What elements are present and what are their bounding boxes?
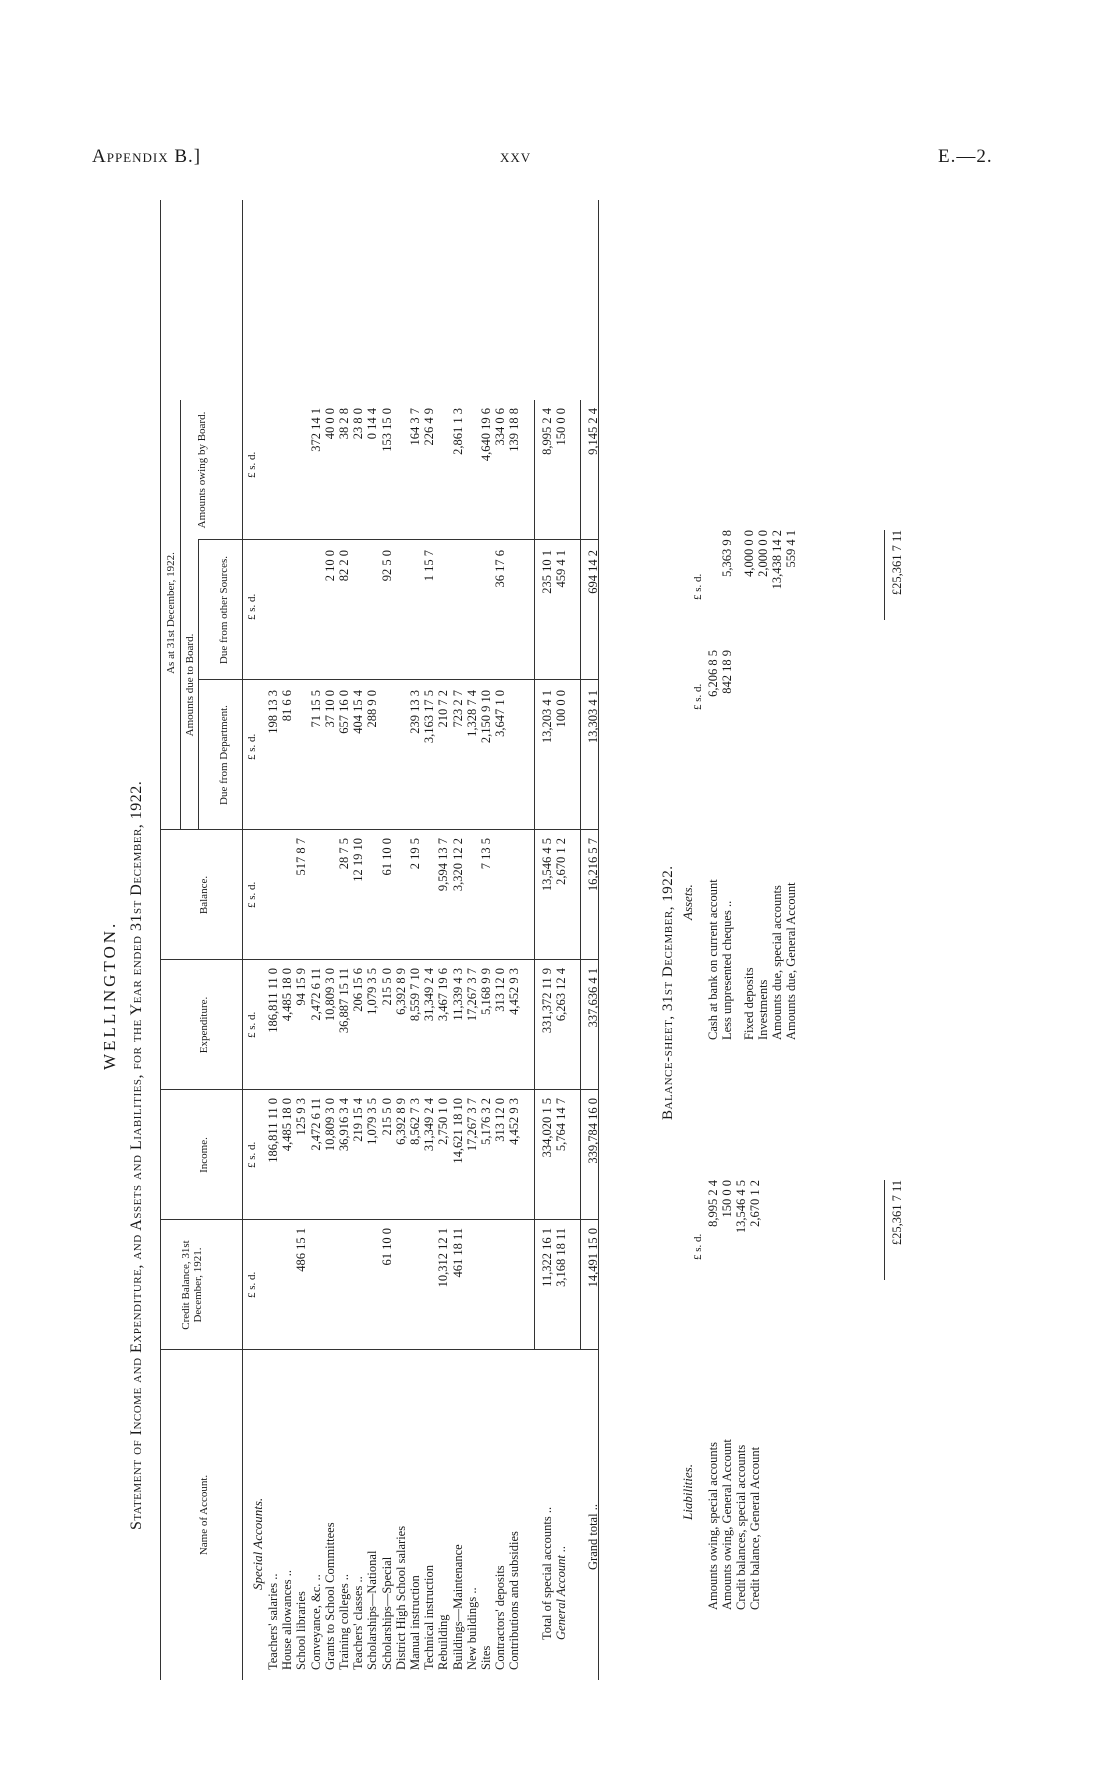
- liability-value: 13,546 4 5: [734, 1180, 748, 1234]
- grand-total-value: 14,491 15 0: [586, 1228, 600, 1288]
- lsd-unit: £ s. d.: [246, 733, 258, 760]
- total-value: 11,322 16 1: [539, 1228, 554, 1287]
- cell-value: 6,392 8 9: [393, 968, 408, 1015]
- account-name: Rebuilding: [436, 1614, 451, 1670]
- total-value: 13,546 4 5: [539, 838, 554, 892]
- cell-value: 372 14 1: [308, 408, 323, 452]
- asset-sub-value: 842 18 9: [720, 650, 734, 694]
- cell-value: 4,485 18 0: [280, 1098, 295, 1152]
- cell-value: 723 2 7: [450, 690, 465, 728]
- assets-total-rule: [884, 530, 885, 620]
- cell-value: 11,339 4 3: [450, 968, 465, 1021]
- assets-unit: £ s. d.: [692, 573, 704, 600]
- cell-value: 94 15 9: [294, 968, 309, 1006]
- assets-total: £25,361 7 11: [890, 530, 904, 596]
- account-name: Teachers' salaries ..: [266, 1573, 280, 1670]
- col-due-other: Due from other Sources.: [218, 555, 230, 665]
- as-at-rule: [180, 400, 181, 830]
- account-name: Scholarships—National: [365, 1550, 380, 1670]
- account-name: Teachers' classes ..: [351, 1576, 366, 1670]
- total-value: 150 0 0: [553, 408, 568, 446]
- cell-value: 36 17 6: [493, 550, 508, 588]
- cell-value: 14,621 18 10: [450, 1098, 465, 1164]
- liability-label: Amounts owing, General Account: [720, 1439, 734, 1610]
- cell-value: 2 10 0: [322, 550, 337, 582]
- region-title: WELLINGTON.: [100, 920, 119, 1070]
- total-value: 6,263 12 4: [553, 968, 568, 1022]
- cell-value: 210 7 2: [436, 690, 451, 728]
- cell-value: 288 9 0: [365, 690, 380, 728]
- cell-value: 2,861 1 3: [450, 408, 465, 455]
- cell-value: 4,485 18 0: [280, 968, 295, 1022]
- cell-value: 37 10 0: [322, 690, 337, 728]
- account-name: School libraries: [294, 1591, 309, 1670]
- balance-sheet-title: Balance-sheet, 31st December, 1922.: [660, 865, 676, 1120]
- cell-value: 71 15 5: [308, 690, 323, 728]
- appendix-label: Appendix B.]: [92, 146, 202, 167]
- assets-heading: Assets.: [680, 884, 695, 920]
- cell-value: 3,163 17 5: [422, 690, 437, 744]
- account-name: Conveyance, &c. ..: [308, 1574, 323, 1670]
- col-due-dept: Due from Department.: [218, 705, 230, 805]
- asset-label: Amounts due, special accounts: [770, 885, 784, 1040]
- lsd-unit: £ s. d.: [246, 1271, 258, 1298]
- cell-value: 517 8 7: [294, 838, 309, 876]
- asset-sub-value: 6,206 8 5: [706, 650, 720, 697]
- cell-value: 9,594 13 7: [436, 838, 451, 892]
- account-name: House allowances ..: [280, 1570, 295, 1670]
- account-name: Manual instruction: [408, 1575, 422, 1670]
- cell-value: 36,887 15 11: [337, 968, 351, 1034]
- total-value: 5,764 14 7: [553, 1098, 568, 1152]
- asset-label: Fixed deposits: [742, 967, 756, 1040]
- asset-label: Less unpresented cheques ..: [720, 900, 734, 1040]
- account-name: Buildings—Maintenance: [450, 1544, 465, 1670]
- account-name: Grants to School Committees: [322, 1522, 337, 1670]
- assets-unit-sub: £ s. d.: [692, 683, 704, 710]
- statement-title: Statement of Income and Expenditure, and Assets and Liabilities, for the Year ended 31st December, 1922.: [128, 780, 145, 1530]
- cell-value: 404 15 4: [351, 690, 366, 734]
- cell-value: 23 8 0: [351, 408, 366, 440]
- cell-value: 61 10 0: [379, 1228, 394, 1266]
- cell-value: 5,176 3 2: [479, 1098, 493, 1145]
- account-name: Technical instruction: [422, 1565, 437, 1670]
- total-name: Total of special accounts ..: [539, 1506, 554, 1640]
- cell-value: 2,750 1 0: [436, 1098, 451, 1145]
- lsd-unit: £ s. d.: [246, 1141, 258, 1168]
- col-rule: [198, 679, 598, 680]
- cell-value: 219 15 4: [351, 1098, 366, 1142]
- cell-value: 461 18 11: [450, 1228, 465, 1278]
- due-rule: [198, 540, 199, 830]
- liability-value: 150 0 0: [720, 1180, 734, 1218]
- cell-value: 7 13 5: [479, 838, 493, 870]
- col-income: Income.: [198, 1137, 210, 1173]
- cell-value: 38 2 8: [337, 408, 351, 440]
- asset-label: Cash at bank on current account: [706, 879, 720, 1040]
- col-expenditure: Expenditure.: [198, 996, 210, 1054]
- lsd-unit: £ s. d.: [246, 1011, 258, 1038]
- cell-value: 92 5 0: [379, 550, 394, 582]
- total-value: 13,203 4 1: [539, 690, 554, 744]
- total-name: General Account ..: [553, 1545, 568, 1640]
- page-number: xxv: [500, 146, 532, 167]
- col-rule: [160, 829, 598, 830]
- cell-value: 334 0 6: [493, 408, 508, 446]
- table-top-rule: [160, 200, 161, 1680]
- table-head-rule: [242, 200, 243, 1680]
- col-rule: [198, 539, 598, 540]
- cell-value: 40 0 0: [322, 408, 337, 440]
- account-name: Contributions and subsidies: [507, 1531, 522, 1670]
- grand-total-value: 9,145 2 4: [586, 408, 600, 455]
- cell-value: 313 12 0: [493, 968, 508, 1012]
- asset-value: 559 4 1: [784, 530, 798, 568]
- col-rule: [160, 959, 598, 960]
- cell-value: 0 14 4: [365, 408, 380, 440]
- account-name: New buildings ..: [464, 1587, 479, 1670]
- asset-value: 2,000 0 0: [756, 530, 770, 577]
- col-balance: Balance.: [198, 875, 210, 915]
- grand-rule: [580, 400, 581, 1350]
- grand-total-value: 339,784 16 0: [586, 1098, 600, 1164]
- lsd-unit: £ s. d.: [246, 593, 258, 620]
- liabilities-total: £25,361 7 11: [890, 1180, 904, 1246]
- account-name: Contractors' deposits: [493, 1565, 508, 1670]
- total-value: 334,020 1 5: [539, 1098, 554, 1158]
- cell-value: 36,916 3 4: [337, 1098, 351, 1152]
- special-accounts-heading: Special Accounts.: [250, 1497, 265, 1590]
- liabilities-unit: £ s. d.: [692, 1233, 704, 1260]
- cell-value: 198 13 3: [266, 690, 280, 734]
- liabilities-total-rule: [884, 1180, 885, 1280]
- cell-value: 17,267 3 7: [464, 1098, 479, 1152]
- cell-value: 186,811 11 0: [266, 1098, 280, 1163]
- total-value: 459 4 1: [553, 550, 568, 588]
- total-value: 8,995 2 4: [539, 408, 554, 455]
- cell-value: 313 12 0: [493, 1098, 508, 1142]
- account-name: District High School salaries: [393, 1525, 408, 1670]
- cell-value: 12 19 10: [351, 838, 366, 882]
- grand-total-value: 13,303 4 1: [586, 690, 600, 744]
- cell-value: 125 9 3: [294, 1098, 309, 1136]
- cell-value: 1,079 3 5: [365, 1098, 380, 1145]
- liability-label: Credit balance, General Account: [748, 1446, 762, 1610]
- cell-value: 10,312 12 1: [436, 1228, 451, 1288]
- col-as-at: As at 31st December, 1922.: [165, 552, 177, 674]
- total-value: 235 10 1: [539, 550, 554, 594]
- document-code: E.—2.: [938, 146, 993, 167]
- cell-value: 8,562 7 3: [408, 1098, 422, 1145]
- col-rule: [160, 1219, 598, 1220]
- cell-value: 4,452 9 3: [507, 968, 522, 1015]
- cell-value: 226 4 9: [422, 408, 437, 446]
- col-due-to-board: Amounts due to Board.: [184, 633, 196, 737]
- cell-value: 186,811 11 0: [266, 968, 280, 1033]
- liability-value: 2,670 1 2: [748, 1180, 762, 1227]
- cell-value: 215 5 0: [379, 968, 394, 1006]
- cell-value: 5,168 9 9: [479, 968, 493, 1015]
- cell-value: 657 16 0: [337, 690, 351, 734]
- account-name: Scholarships—Special: [379, 1556, 394, 1670]
- cell-value: 10,809 3 0: [322, 968, 337, 1022]
- liabilities-heading: Liabilities.: [680, 1464, 695, 1520]
- total-value: 100 0 0: [553, 690, 568, 728]
- cell-value: 1 15 7: [422, 550, 437, 582]
- cell-value: 206 15 6: [351, 968, 366, 1012]
- cell-value: 4,452 9 3: [507, 1098, 522, 1145]
- cell-value: 81 6 6: [280, 690, 295, 722]
- cell-value: 139 18 8: [507, 408, 522, 452]
- lsd-unit: £ s. d.: [246, 451, 258, 478]
- asset-value: 5,363 9 8: [720, 530, 734, 577]
- cell-value: 486 15 1: [294, 1228, 309, 1272]
- total-value: 331,372 11 9: [539, 968, 554, 1034]
- cell-value: 1,079 3 5: [365, 968, 380, 1015]
- cell-value: 10,809 3 0: [322, 1098, 337, 1152]
- cell-value: 2 19 5: [408, 838, 422, 870]
- liability-label: Amounts owing, special accounts: [706, 1441, 720, 1610]
- liability-label: Credit balances, special accounts: [734, 1444, 748, 1610]
- asset-value: 4,000 0 0: [742, 530, 756, 577]
- grand-total-value: 694 14 2: [586, 550, 600, 594]
- col-credit-balance: Credit Balance, 31st December, 1921.: [180, 1240, 204, 1330]
- cell-value: 17,267 3 7: [464, 968, 479, 1022]
- cell-value: 4,640 19 6: [479, 408, 493, 462]
- cell-value: 3,647 1 0: [493, 690, 508, 737]
- col-name-account: Name of Account.: [198, 1474, 210, 1556]
- cell-value: 3,320 12 2: [450, 838, 465, 892]
- asset-label: Investments: [756, 979, 770, 1040]
- col-owing: Amounts owing by Board.: [196, 411, 208, 529]
- cell-value: 82 2 0: [337, 550, 351, 582]
- cell-value: 239 13 3: [408, 690, 422, 734]
- asset-label: Amounts due, General Account: [784, 882, 798, 1040]
- cell-value: 2,150 9 10: [479, 690, 493, 744]
- cell-value: 164 3 7: [408, 408, 422, 446]
- account-name: Training colleges ..: [337, 1573, 351, 1670]
- cell-value: 153 15 0: [379, 408, 394, 452]
- cell-value: 2,472 6 11: [308, 968, 323, 1021]
- grand-total-name: Grand total ..: [586, 1504, 600, 1570]
- liability-value: 8,995 2 4: [706, 1180, 720, 1227]
- rotated-table-page: [100, 180, 960, 1680]
- totals-rule: [534, 400, 535, 1350]
- cell-value: 31,349 2 4: [422, 1098, 437, 1152]
- lsd-unit: £ s. d.: [246, 881, 258, 908]
- cell-value: 215 5 0: [379, 1098, 394, 1136]
- cell-value: 2,472 6 11: [308, 1098, 323, 1151]
- cell-value: 31,349 2 4: [422, 968, 437, 1022]
- grand-total-value: 337,636 4 1: [586, 968, 600, 1028]
- total-value: 2,670 1 2: [553, 838, 568, 885]
- col-rule: [160, 1089, 598, 1090]
- total-value: 3,168 18 11: [553, 1228, 568, 1287]
- col-rule: [160, 1349, 598, 1350]
- grand-total-value: 16,216 5 7: [586, 838, 600, 892]
- cell-value: 3,467 19 6: [436, 968, 451, 1022]
- cell-value: 1,328 7 4: [464, 690, 479, 737]
- cell-value: 28 7 5: [337, 838, 351, 870]
- account-name: Sites: [479, 1645, 493, 1670]
- cell-value: 6,392 8 9: [393, 1098, 408, 1145]
- asset-value: 13,438 14 2: [770, 530, 784, 590]
- cell-value: 8,559 7 10: [408, 968, 422, 1022]
- cell-value: 61 10 0: [379, 838, 394, 876]
